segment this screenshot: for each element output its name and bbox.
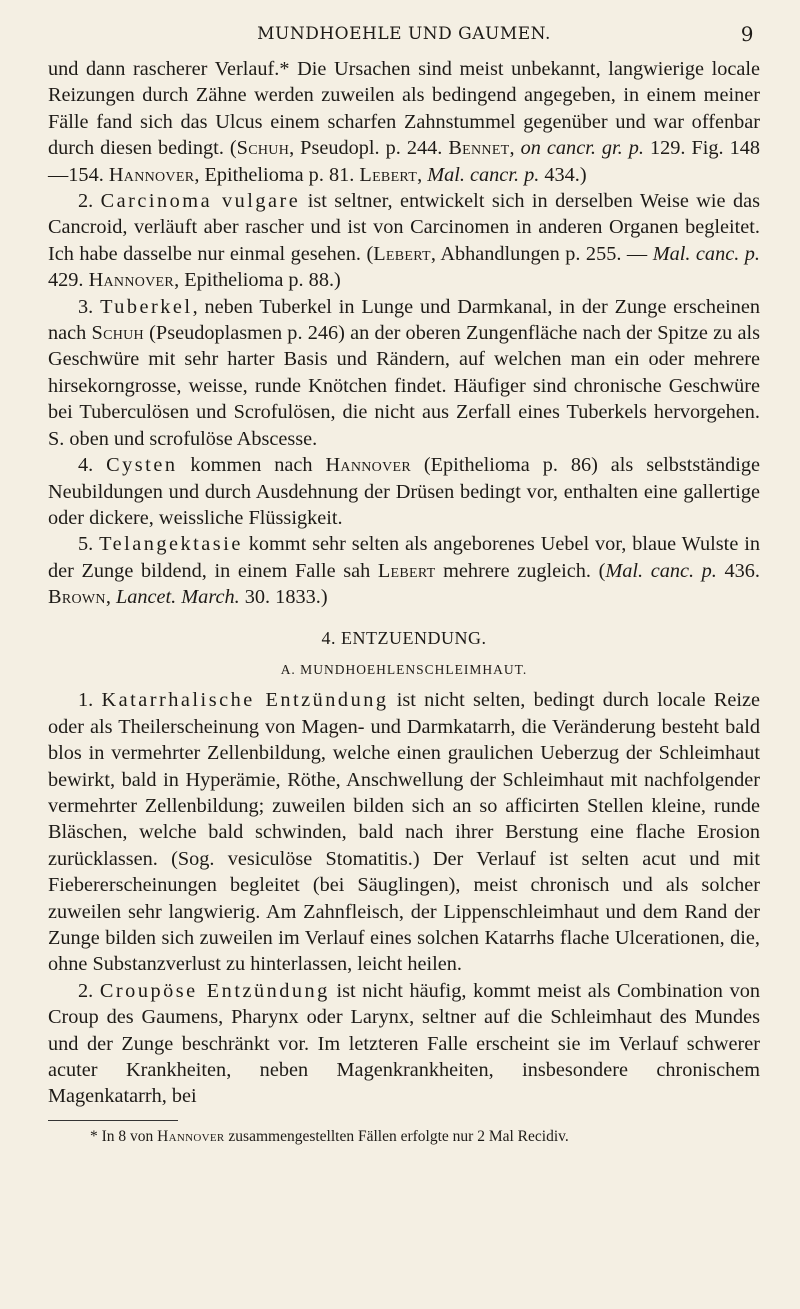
paragraph-cysten: 4. Cysten kommen nach Hannover (Epithelioma p. 86) als selbstständige Neubildungen und durch Ausdehnung der Drüsen bedingt vor, enthalten eine gallertige oder dickere, weissliche Flüssigkeit. [48,454,760,529]
main-text [48,56,760,1110]
term-heading: Carcinoma vulgare [100,190,301,213]
author-name: Hannover [157,1127,225,1145]
citation-title: Mal. canc. p. [652,242,760,265]
section-title: 4. ENTZUENDUNG. [321,627,487,648]
author-name: Hannover [325,454,411,477]
paragraph-tuberkel: 3. Tuberkel, neben Tuberkel in Lunge und Darmkanal, in der Zunge erscheinen nach Schuh (Pseudoplasmen p. 246) an der oberen Zungenfläche nach der Spitze zu als Geschwüre mit sehr harter Basis und Rändern, auf welchen man ein oder mehrere hirsekorngrosse, weisse, runde Knötchen findet. Häufiger sind chronische Geschwüre bei Tuberculösen und Scrofulösen, die nicht aus Zerfall eines Tuberkels hervorgehen. S. oben und scrofulöse Abscesse. [48,295,761,450]
citation-title: on cancr. gr. p. [520,137,644,160]
author-name: Hannover [88,269,175,292]
term-heading: Tuberkel [100,295,193,318]
author-name: Schuh [91,322,144,345]
citation-title: Mal. cancr. p. [427,163,540,186]
citation-title: Lancet. March. [115,586,240,609]
term-heading: Telangektasie [99,533,243,556]
author-name: Schuh [236,137,290,160]
paragraph-croupoese-entzuendung: 2. Croupöse Entzündung ist nicht häufig, kommt meist als Combination von Croup des Gaumens, Pharynx oder Larynx, seltner auf die Schleimhaut des Mundes und der Zunge beschränkt vor. Im letzteren Falle erscheint sie im Verlauf schwerer acuter Krankheiten, neben Magenkrankheiten, insbesondere chronischem Magenkatarrh, bei [48,979,761,1108]
footnote-divider [48,1120,178,1121]
author-name: Brown [48,586,106,609]
paragraph-ulcus-continuation: und dann rascherer Verlauf.* Die Ursachen sind meist unbekannt, langwierige locale Reizungen durch Zähne werden zuweilen als bedingend angegeben, in einem meiner Fälle fand sich das Ulcus einem scharfen Zahnstummel gegenüber und war offenbar durch diesen bedingt. (Schuh, Pseudopl. p. 244. Bennet, on cancr. gr. p. 129. Fig. 148—154. Hannover, Epithelioma p. 81. Lebert, Mal. cancr. p. 434.) [48,58,761,186]
running-head [48,20,760,48]
citation-title: Mal. canc. p. [605,559,717,582]
term-heading: Katarrhalische Entzündung [101,689,389,712]
term-heading: Cysten [106,454,178,477]
running-head-title: MUNDHOEHLE UND GAUMEN. [257,24,551,44]
author-name: Hannover [108,163,195,186]
author-name: Lebert [373,242,431,265]
author-name: Lebert [359,163,418,186]
author-name: Lebert [377,559,436,582]
footnote: * In 8 von Hannover zusammengestellten Fällen erfolgte nur 2 Mal Recidiv. [90,1127,569,1145]
author-name: Bennet [448,137,510,160]
paragraph-carcinoma: 2. Carcinoma vulgare ist seltner, entwickelt sich in derselben Weise wie das Cancroid, verläuft aber rascher und ist von Carcinomen in anderen Organen begleitet. Ich habe dasselbe nur einmal gesehen. (Lebert, Abhandlungen p. 255. — Mal. canc. p. 429. Hannover, Epithelioma p. 88.) [48,190,760,292]
paragraph-telangektasie: 5. Telangektasie kommt sehr selten als angeborenes Uebel vor, blaue Wulste in der Zunge bildend, in einem Falle sah Lebert mehrere zugleich. (Mal. canc. p. 436. Brown, Lancet. March. 30. 1833.) [48,533,760,609]
paragraph-katarrhalische-entzuendung: 1. Katarrhalische Entzündung ist nicht selten, bedingt durch locale Reize oder als Theilerscheinung von Magen- und Darmkatarrh, die Veränderung besteht bald blos in vermehrter Zellenbildung, welche einen graulichen Ueberzug der Schleimhaut bewirkt, bald in Hyperämie, Röthe, Anschwellung der Schleimhaut mit nachfolgender vermehrter Zellenbildung; zuweilen bilden sich an so afficirten Stellen kleine, runde Bläschen, welche bald schwinden, bald nach ihrer Berstung eine flache Erosion zurücklassen. (Sog. vesiculöse Stomatitis.) Der Verlauf ist selten acut und mit Fiebererscheinungen begleitet (bei Säuglingen), meist chronisch und als solcher zuweilen sehr langwierig. Am Zahnfleisch, der Lippenschleimhaut und dem Rand der Zunge bilden sich zuweilen im Verlauf eines solchen Katarrhs flache Ulcerationen, die, ohne Substanzverlust zu hinterlassen, leicht heilen. [48,689,761,976]
term-heading: Croupöse Entzündung [99,979,330,1002]
subsection-title: A. MUNDHOEHLENSCHLEIMHAUT. [280,661,528,677]
page-number: 9 [740,22,754,46]
